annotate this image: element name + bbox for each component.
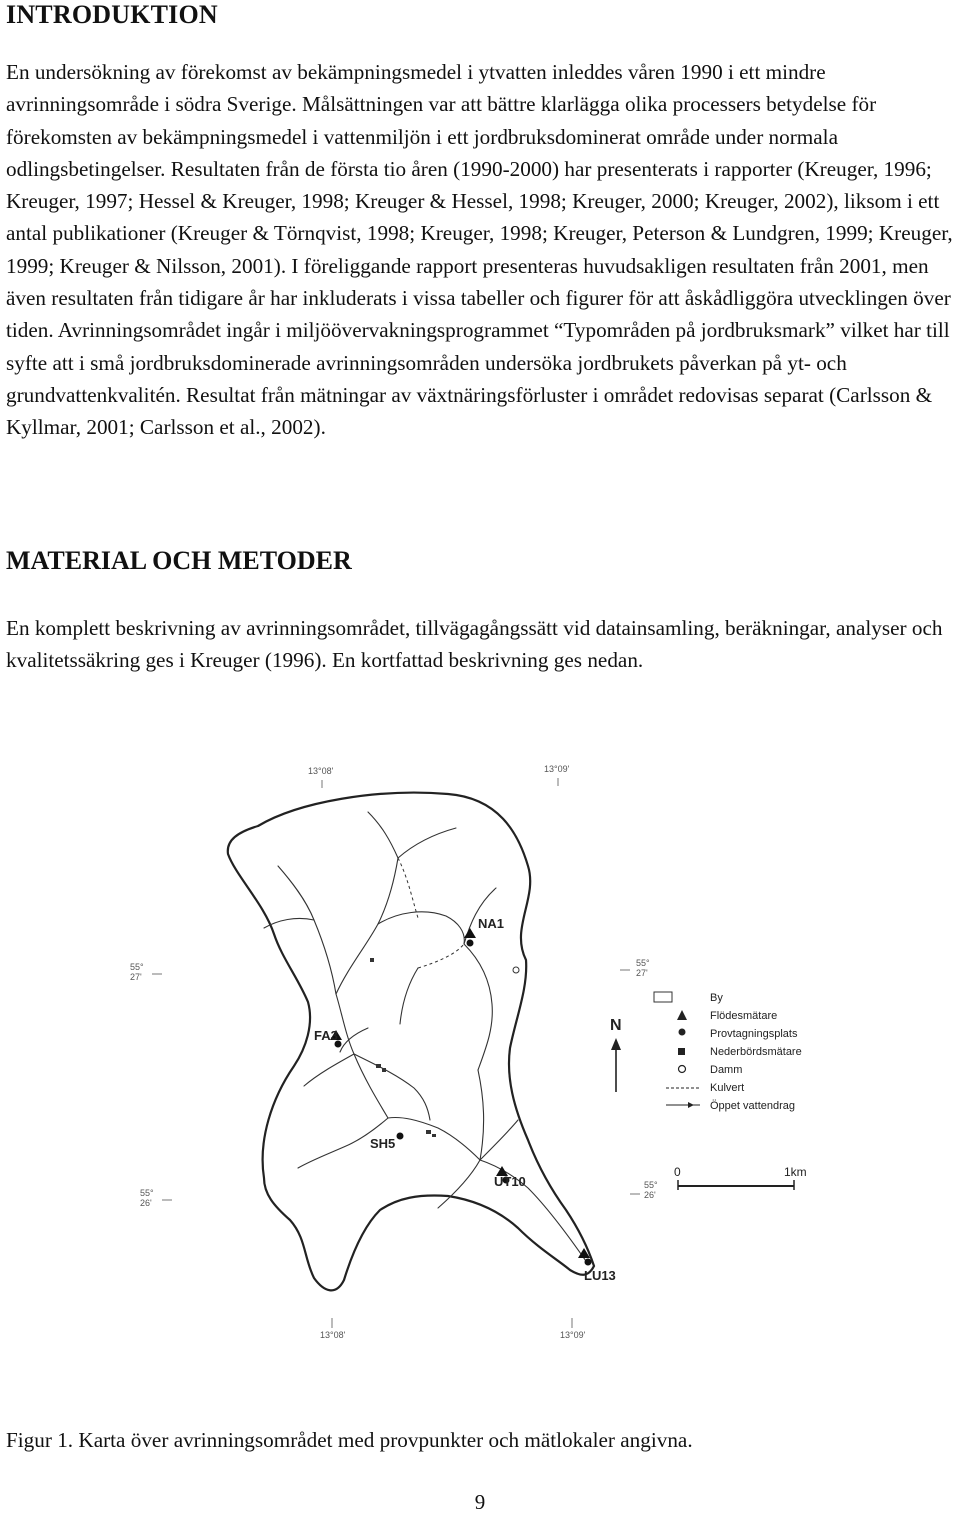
coord-label-top-right: 13°09' <box>544 764 570 774</box>
catchment-boundary <box>228 793 594 1291</box>
coord-label-left-lower: 55° 26' <box>140 1188 154 1208</box>
legend-rain-gauge-symbol <box>678 1048 685 1055</box>
site-lu13 <box>578 1248 616 1283</box>
site-sh5 <box>370 1133 404 1152</box>
site-label-ut10: UT10 <box>494 1174 526 1189</box>
legend-sampling-symbol <box>679 1029 686 1036</box>
catchment-map <box>118 748 878 1358</box>
site-label-fa3: FA3 <box>314 1028 338 1043</box>
map-legend <box>654 992 802 1112</box>
legend-pond-symbol <box>679 1066 686 1073</box>
catchment-map-figure <box>118 748 878 1358</box>
legend-flow-meter-symbol <box>677 1010 687 1020</box>
legend-label-kulvert: Kulvert <box>710 1082 745 1094</box>
site-label-sh5: SH5 <box>370 1136 396 1151</box>
coord-label-bottom-left: 13°08' <box>320 1330 346 1340</box>
site-fa3 <box>314 1028 342 1048</box>
legend-label-by: By <box>710 992 723 1004</box>
coord-label-left-upper: 55° 27' <box>130 962 144 982</box>
site-label-na1: NA1 <box>478 916 505 931</box>
intro-paragraph: En undersökning av förekomst av bekämpningsmedel i ytvatten inleddes våren 1990 i ett mindre avrinningsområde i södra Sverige. Målsättningen var att bättre klarlägga olika processers betydelse för förekomsten av bekämpningsmedel i vattenmiljön i ett jordbruksdominerat område under normala odlingsbetingelser. Resultaten från de första tio åren (1990-2000) har presenterats i rapporter (Kreuger, 1996; Kreuger, 1997; Hessel & Kreuger, 1998; Kreuger & Hessel, 1998; Kreuger, 2000; Kreuger, 2002), liksom i ett antal publikationer (Kreuger & Törnqvist, 1998; Kreuger, 1998; Kreuger, Peterson & Lundgren, 1999; Kreuger, 1999; Kreuger & Nilsson, 2001). I föreliggande rapport presenteras huvudsakligen resultaten från 2001, men även resultaten från tidigare år har inkluderats i vissa tabeller och figurer för att åskådliggöra utvecklingen över tiden. Avrinningsområdet ingår i miljöövervakningsprogrammet “Typområden på jordbruksmark” vilket har till syfte att i små jordbruksdominerade avrinningsområden undersöka jordbrukets påverkan på yt- och grundvattenkvalitén. Resultat från mätningar av växtnäringsförluster i området redovisas separat (Carlsson & Kyllmar, 2001; Carlsson et al., 2002). <box>6 60 953 440</box>
legend-label-flodesmatare: Flödesmätare <box>710 1010 778 1022</box>
coord-label-right-upper: 55° 27' <box>636 958 650 978</box>
north-arrow <box>610 1017 622 1092</box>
village-marks <box>370 958 436 1137</box>
methods-paragraph: En komplett beskrivning av avrinningsområdet, tillvägagångssätt vid datainsamling, beräkningar, analyser och kvalitetssäkring ges i Kreuger (1996). En kortfattad beskrivning ges nedan. <box>6 616 943 673</box>
section-heading-introduktion: INTRODUKTION <box>6 0 218 29</box>
site-label-lu13: LU13 <box>584 1268 616 1283</box>
coord-label-bottom-right: 13°09' <box>560 1330 586 1340</box>
coord-label-top-left: 13°08' <box>308 766 334 776</box>
legend-label-provtagningsplats: Provtagningsplats <box>710 1028 798 1040</box>
site-na1 <box>464 916 504 947</box>
scale-label-start: 0 <box>674 1165 681 1179</box>
legend-town-symbol <box>654 992 672 1002</box>
section-heading-material-och-metoder: MATERIAL OCH METODER <box>6 546 352 575</box>
site-ut10 <box>494 1166 526 1189</box>
page-number: 9 <box>474 1490 486 1514</box>
legend-label-damm: Damm <box>710 1064 743 1076</box>
scale-bar <box>674 1165 807 1190</box>
figure-caption: Figur 1. Karta över avrinningsområdet med provpunkter och mätlokaler angivna. <box>6 1428 693 1452</box>
legend-label-oppet-vattendrag: Öppet vattendrag <box>710 1100 796 1112</box>
north-label: N <box>610 1017 622 1034</box>
coord-label-right-lower: 55° 26' <box>644 1180 658 1200</box>
legend-label-nederbordsmatare: Nederbördsmätare <box>710 1046 802 1058</box>
scale-label-end: 1km <box>784 1165 807 1179</box>
